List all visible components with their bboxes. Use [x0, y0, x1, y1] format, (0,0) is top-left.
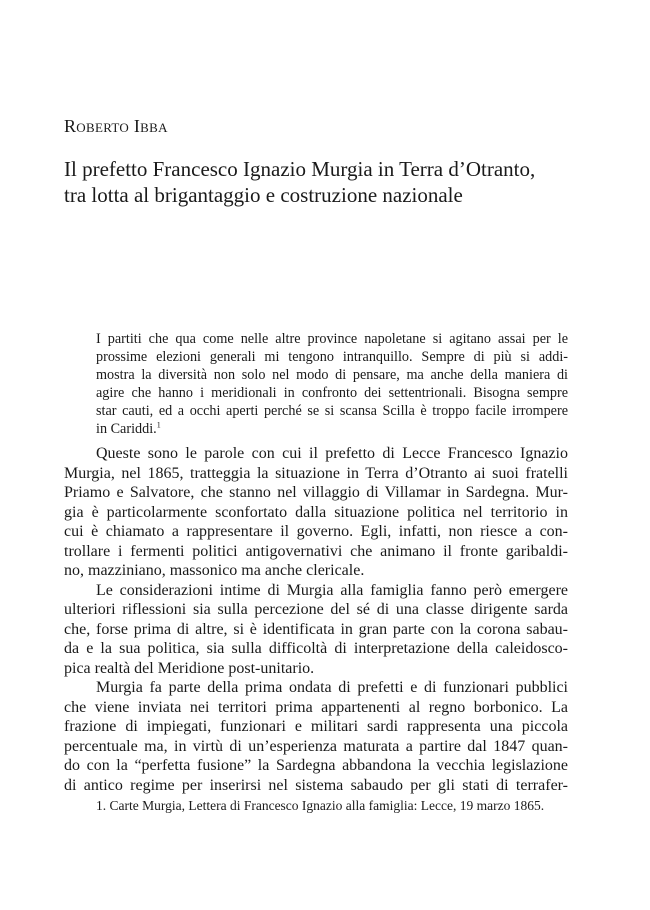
footnote: 1. Carte Murgia, Lettera di Francesco Ignazio alla famiglia: Lecce, 19 marzo 1865. [96, 798, 545, 813]
quote-line: in Cariddi. [96, 421, 157, 437]
paragraph-line: do con la “perfetta fusione” la Sardegna abbandona la vecchia legislazione [64, 757, 568, 774]
paragraph-line: che, forse prima di altre, si è identificata in gran parte con la corona sabau- [64, 620, 568, 638]
paragraph-line: di antico regime per inserirsi nel sistema sabaudo per gli stati di terrafer- [64, 776, 568, 794]
paragraph-line: no, mazziniano, massonico ma anche clericale. [64, 562, 365, 579]
quote-line: agire che hanno i meridionali in confronto dei settentrionali. Bisogna sempre [96, 385, 568, 401]
quote-line: I partiti che qua come nelle altre province napoletane si agitano assai per le [96, 331, 568, 347]
paragraph-line: da e la sua politica, sia sulla difficoltà di interpretazione della caleidosco- [64, 640, 568, 657]
paragraph-line: Priamo e Salvatore, che stanno nel villaggio di Villamar in Sardegna. Mur- [64, 484, 568, 501]
chapter-title [64, 156, 584, 208]
epigraph-quote [96, 330, 568, 438]
paragraph [64, 581, 568, 679]
paragraph-line: ulteriori riflessioni sia sulla percezione del sé di una classe dirigente sarda [64, 601, 568, 618]
paragraph-line: pica realtà del Meridione post-unitario. [64, 659, 315, 677]
quote-last-line [96, 420, 568, 438]
paragraph-line: cui è chiamato a rappresentare il governo. Egli, infatti, non riesce a con- [64, 523, 568, 540]
quote-line: prossime elezioni generali mi tengono intranquillo. Sempre di più si addi- [96, 349, 568, 365]
footnote-marker[interactable]: 1 [156, 420, 161, 430]
paragraph [64, 444, 568, 581]
paragraph-line: Le considerazioni intime di Murgia alla famiglia fanno però emergere [96, 581, 568, 599]
paragraph-line: trollare i fermenti politici antigovernativi che animano il fronte garibaldi- [64, 542, 568, 560]
paragraph-line: percentuale ma, in virtù di un’esperienza maturata a partire dal 1847 quan- [64, 737, 568, 755]
paragraph-line: che viene inviata nei territori prima appartenenti al regno borbonico. La [64, 698, 568, 716]
chapter-title-line: tra lotta al brigantaggio e costruzione nazionale [64, 183, 463, 207]
paragraph-line: frazione di impiegati, funzionari e militari sardi rappresenta una piccola [64, 718, 568, 735]
paragraph [64, 678, 568, 795]
quote-line: mostra la diversità non solo nel modo di pensare, ma anche della maniera di [96, 367, 568, 383]
body-text [64, 444, 568, 795]
paragraph-line: Murgia fa parte della prima ondata di prefetti e di funzionari pubblici [96, 679, 568, 696]
paragraph-line: Queste sono le parole con cui il prefetto di Lecce Francesco Ignazio [96, 445, 568, 462]
chapter-title-line: Il prefetto Francesco Ignazio Murgia in Terra d’Otranto, [64, 157, 536, 181]
paragraph-line: gia è particolarmente sconfortato dalla situazione politica nel territorio in [64, 503, 568, 521]
author-name: Roberto Ibba [64, 116, 168, 136]
paragraph-line: Murgia, nel 1865, tratteggia la situazione in Terra d’Otranto ai suoi fratelli [64, 464, 568, 482]
quote-line: star cauti, ed a occhi aperti perché se si scansa Scilla è troppo facile irrompere [96, 403, 568, 419]
